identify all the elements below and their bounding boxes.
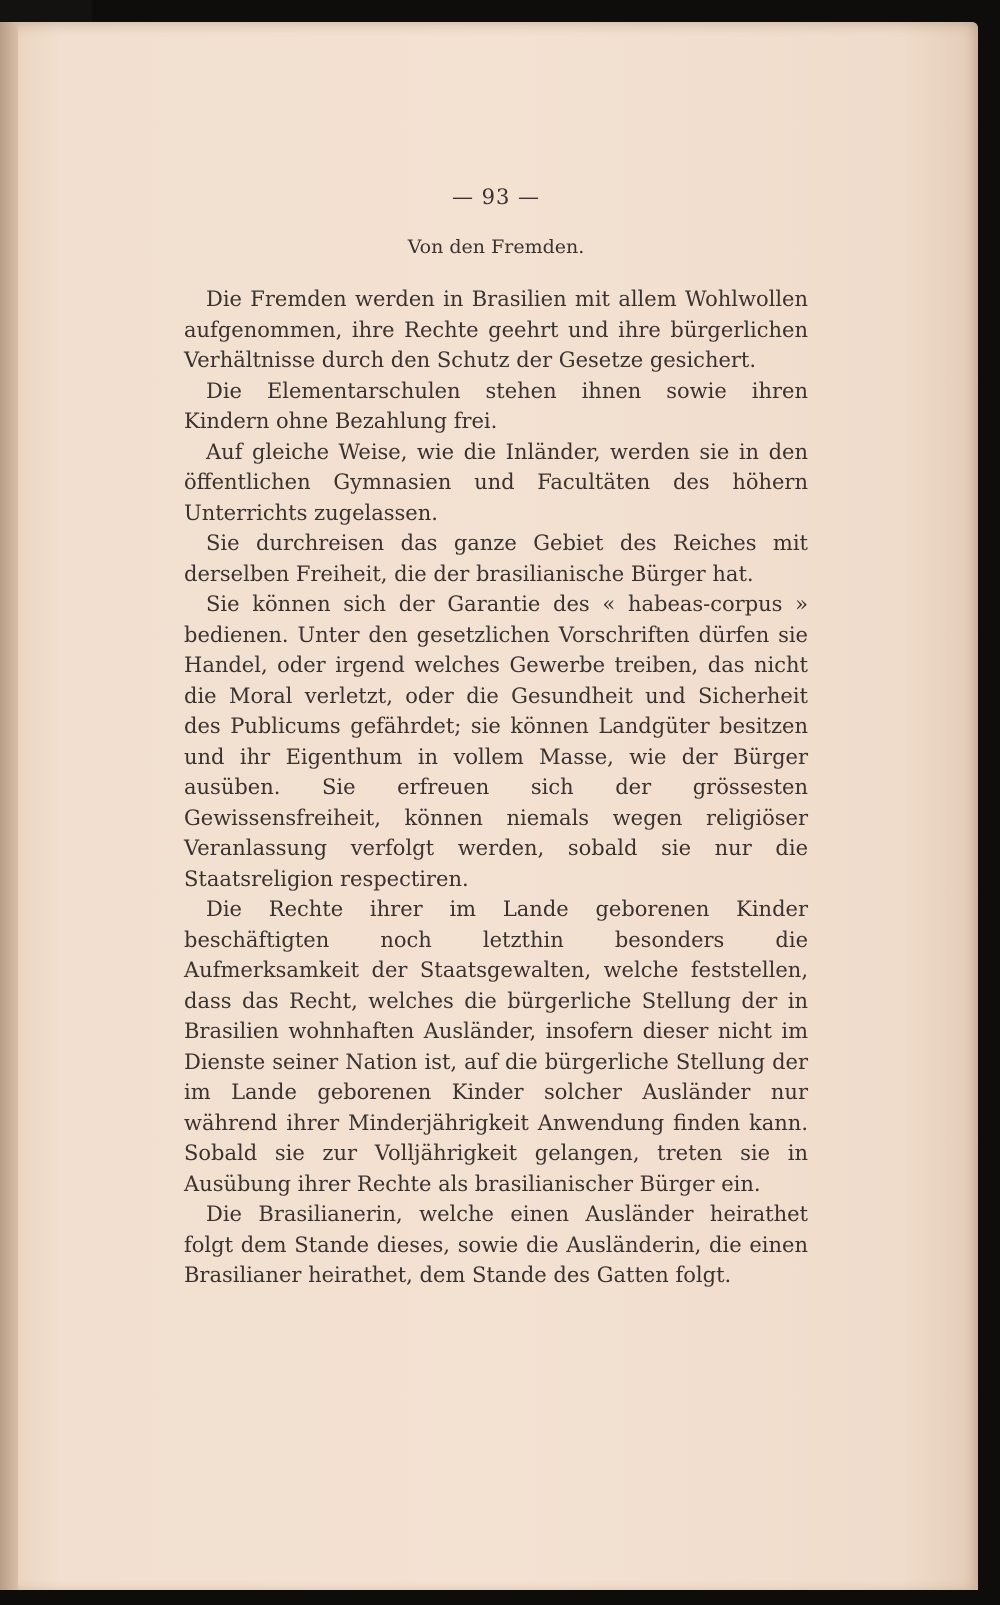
paragraph: Die Rechte ihrer im Lande geborenen Kinder beschäftigten noch letzthin besonders die Aufmerksamkeit der Staatsgewalten, welche feststellen, dass das Recht, welches die bürgerliche Stellung der in Brasilien wohnhaften Ausländer, insofern dieser nicht im Dienste seiner Nation ist, auf die bürgerliche Stellung der im Lande geborenen Kinder solcher Ausländer nur während ihrer Minderjährigkeit Anwendung finden kann. Sobald sie zur Volljährigkeit gelangen, treten sie in Ausübung ihrer Rechte als brasilianischer Bürger ein. — [184, 897, 808, 1196]
body-text — [184, 284, 808, 1291]
book-page — [0, 22, 978, 1590]
book-spine-edge — [0, 22, 18, 1590]
section-title: Von den Fremden. — [407, 236, 585, 258]
paragraph: Auf gleiche Weise, wie die Inländer, werden sie in den öffentlichen Gymnasien und Facultäten des höhern Unterrichts zugelassen. — [184, 439, 808, 525]
paragraph: Die Fremden werden in Brasilien mit allem Wohlwollen aufgenommen, ihre Rechte geehrt und ihre bürgerlichen Verhältnisse durch den Schutz der Gesetze gesichert. — [184, 287, 808, 372]
paragraph: Die Brasilianerin, welche einen Ausländer heirathet folgt dem Stande dieses, sowie die Ausländerin, die einen Brasilianer heirathet, dem Stande des Gatten folgt. — [184, 1202, 808, 1287]
page-number: — 93 — — [451, 185, 541, 209]
paragraph: Sie durchreisen das ganze Gebiet des Reiches mit derselben Freiheit, die der brasilianische Bürger hat. — [184, 531, 808, 586]
paragraph: Die Elementarschulen stehen ihnen sowie ihren Kindern ohne Bezahlung frei. — [184, 378, 808, 433]
paragraph: Sie können sich der Garantie des « habeas-corpus » bedienen. Unter den gesetzlichen Vorschriften dürfen sie Handel, oder irgend welches Gewerbe treiben, das nicht die Moral verletzt, oder die Gesundheit und Sicherheit des Publicums gefährdet; sie können Landgüter besitzen und ihr Eigenthum in vollem Masse, wie der Bürger ausüben. Sie erfreuen sich der grössesten Gewissensfreiheit, können niemals wegen religiöser Veranlassung verfolgt werden, sobald sie nur die Staatsreligion respectiren. — [184, 592, 808, 891]
